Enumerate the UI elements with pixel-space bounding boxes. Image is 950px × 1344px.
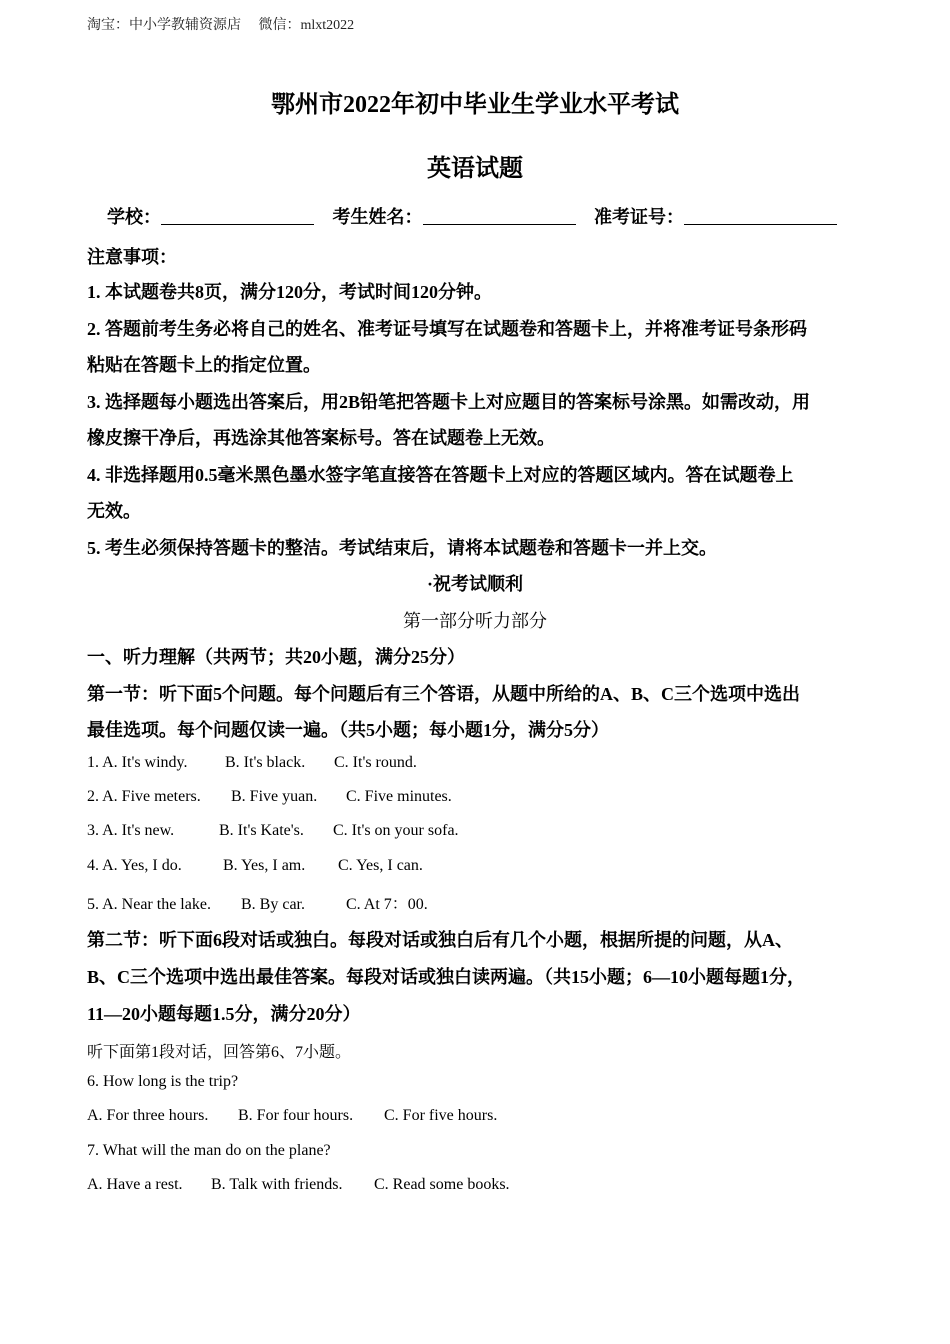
school-blank	[161, 206, 314, 225]
exam-title: 鄂州市2022年初中毕业生学业水平考试	[271, 92, 679, 118]
option-c: C. At 7：00.	[346, 896, 428, 913]
notice-line: 无效。	[87, 501, 141, 521]
option-b: B. It's Kate's.	[219, 822, 304, 839]
name-blank	[423, 206, 576, 225]
section2-instruction: 11—20小题每题1.5分，满分20分）	[87, 1004, 361, 1024]
notice-line: 5. 考生必须保持答题卡的整洁。考试结束后，请将本试题卷和答题卡一并上交。	[87, 538, 717, 558]
section-heading: 一、听力理解（共两节；共20小题，满分25分）	[87, 647, 465, 667]
notice-line: 橡皮擦干净后，再选涂其他答案标号。答在试题卷上无效。	[87, 428, 555, 448]
section1-instruction: 第一节：听下面5个问题。每个问题后有三个答语，从题中所给的A、B、C三个选项中选出	[87, 684, 800, 704]
section2-instruction: B、C三个选项中选出最佳答案。每段对话或独白读两遍。（共15小题；6—10小题每题1分，	[87, 967, 806, 987]
question-row	[87, 857, 423, 875]
exam-no-blank	[684, 206, 837, 225]
header-wechat: 微信：mlxt2022	[258, 18, 355, 33]
page-header	[87, 14, 368, 34]
option-c: C. Five minutes.	[346, 788, 452, 805]
student-fields	[107, 203, 851, 229]
option-a: 5. A. Near the lake.	[87, 896, 211, 913]
notice-line: 2. 答题前考生务必将自己的姓名、准考证号填写在试题卷和答题卡上，并将准考证号条形码	[87, 319, 807, 339]
question-stem: 6. How long is the trip?	[87, 1073, 239, 1090]
question-row	[87, 1176, 510, 1194]
option-c: C. It's on your sofa.	[333, 822, 459, 839]
question-stem: 7. What will the man do on the plane?	[87, 1142, 331, 1159]
option-c: C. It's round.	[334, 754, 417, 771]
option-b: B. Five yuan.	[231, 788, 318, 805]
option-a: A. Have a rest.	[87, 1176, 183, 1193]
notice-line: 3. 选择题每小题选出答案后，用2B铅笔把答题卡上对应题目的答案标号涂黑。如需改动，用	[87, 392, 811, 412]
option-a: 2. A. Five meters.	[87, 788, 201, 805]
question-row	[87, 788, 452, 806]
question-row	[87, 822, 459, 840]
option-b: B. Talk with friends.	[211, 1176, 343, 1193]
question-row	[87, 1107, 497, 1125]
dialog-instruction: 听下面第1段对话，回答第6、7小题。	[87, 1044, 352, 1061]
option-c: C. For five hours.	[384, 1107, 498, 1124]
option-a: 3. A. It's new.	[87, 822, 175, 839]
notice-line: 1. 本试题卷共8页，满分120分，考试时间120分钟。	[87, 282, 492, 302]
name-label: 考生姓名：	[332, 207, 423, 227]
question-row	[87, 754, 417, 772]
option-c: C. Yes, I can.	[338, 857, 423, 874]
section1-instruction: 最佳选项。每个问题仅读一遍。（共5小题；每小题1分，满分5分）	[87, 720, 609, 740]
section2-instruction: 第二节：听下面6段对话或独白。每段对话或独白后有几个小题，根据所提的问题，从A、	[87, 930, 793, 950]
option-b: B. Yes, I am.	[223, 857, 306, 874]
option-b: B. It's black.	[225, 754, 306, 771]
good-luck-wish: ·祝考试顺利	[426, 574, 523, 594]
exam-no-label: 准考证号：	[594, 207, 684, 227]
part-one-heading: 第一部分听力部分	[403, 611, 547, 631]
notice-line: 4. 非选择题用0.5毫米黑色墨水签字笔直接答在答题卡上对应的答题区域内。答在试题卷上	[87, 465, 794, 485]
option-a: A. For three hours.	[87, 1107, 209, 1124]
option-b: B. For four hours.	[238, 1107, 354, 1124]
notice-line: 粘贴在答题卡上的指定位置。	[87, 355, 321, 375]
school-label: 学校：	[107, 207, 161, 227]
option-c: C. Read some books.	[374, 1176, 510, 1193]
option-a: 1. A. It's windy.	[87, 754, 188, 771]
option-a: 4. A. Yes, I do.	[87, 857, 182, 874]
option-b: B. By car.	[241, 896, 305, 913]
header-shop: 淘宝：中小学教辅资源店	[87, 18, 241, 33]
notice-title: 注意事项：	[87, 247, 177, 267]
question-row	[87, 891, 428, 914]
exam-subtitle: 英语试题	[427, 156, 523, 182]
